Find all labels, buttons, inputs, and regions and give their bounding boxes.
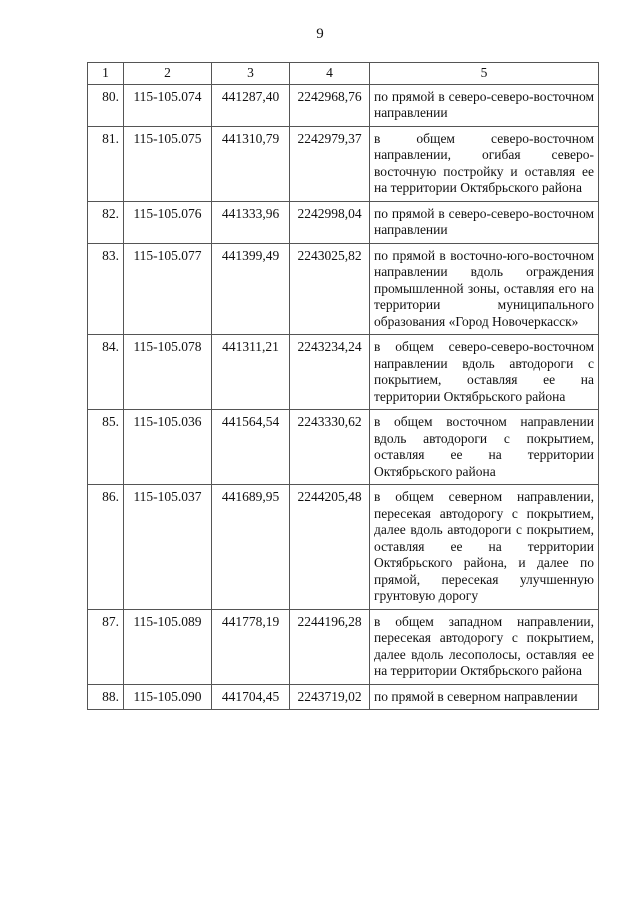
table-row <box>88 684 599 710</box>
page-number: 9 <box>316 26 324 42</box>
table-row <box>88 126 599 201</box>
point-code-cell: 115-105.089 <box>124 609 212 684</box>
description-cell: по прямой в северо-северо-восточном направлении <box>370 84 599 126</box>
description-cell: по прямой в восточно-юго-восточном направлении вдоль ограждения промышленной зоны, оставляя его на территории муниципального образования «Город Новочеркасск» <box>370 243 599 335</box>
description-cell: в общем восточном направлении вдоль автодороги с покрытием, оставляя ее на территории Октябрьского района <box>370 410 599 485</box>
description-cell: в общем северо-восточном направлении, огибая северо-восточную постройку и оставляя ее на территории Октябрьского района <box>370 126 599 201</box>
description-cell: по прямой в северном направлении <box>370 684 599 710</box>
y-coordinate-cell: 2244196,28 <box>290 609 370 684</box>
column-header-2: 2 <box>124 63 212 85</box>
table-header <box>88 63 599 85</box>
point-number-cell: 86. <box>88 485 124 610</box>
point-code-cell: 115-105.074 <box>124 84 212 126</box>
table-row <box>88 609 599 684</box>
x-coordinate-cell: 441564,54 <box>212 410 290 485</box>
x-coordinate-cell: 441704,45 <box>212 684 290 710</box>
x-coordinate-cell: 441689,95 <box>212 485 290 610</box>
y-coordinate-cell: 2243025,82 <box>290 243 370 335</box>
y-coordinate-cell: 2243330,62 <box>290 410 370 485</box>
x-coordinate-cell: 441287,40 <box>212 84 290 126</box>
description-cell: в общем западном направлении, пересекая автодорогу с покрытием, далее вдоль лесополосы, оставляя ее на территории Октябрьского района <box>370 609 599 684</box>
x-coordinate-cell: 441310,79 <box>212 126 290 201</box>
column-header-5: 5 <box>370 63 599 85</box>
point-number-cell: 87. <box>88 609 124 684</box>
column-header-4: 4 <box>290 63 370 85</box>
description-cell: по прямой в северо-северо-восточном направлении <box>370 201 599 243</box>
point-code-cell: 115-105.075 <box>124 126 212 201</box>
column-header-1: 1 <box>88 63 124 85</box>
y-coordinate-cell: 2243234,24 <box>290 335 370 410</box>
column-header-3: 3 <box>212 63 290 85</box>
point-code-cell: 115-105.078 <box>124 335 212 410</box>
y-coordinate-cell: 2242979,37 <box>290 126 370 201</box>
y-coordinate-cell: 2243719,02 <box>290 684 370 710</box>
point-code-cell: 115-105.036 <box>124 410 212 485</box>
point-number-cell: 84. <box>88 335 124 410</box>
table-row <box>88 410 599 485</box>
point-code-cell: 115-105.077 <box>124 243 212 335</box>
description-cell: в общем северо-северо-восточном направлении вдоль автодороги с покрытием, оставляя ее на территории Октябрьского района <box>370 335 599 410</box>
table-row <box>88 243 599 335</box>
table-row <box>88 335 599 410</box>
point-number-cell: 85. <box>88 410 124 485</box>
table-row <box>88 201 599 243</box>
y-coordinate-cell: 2242998,04 <box>290 201 370 243</box>
x-coordinate-cell: 441333,96 <box>212 201 290 243</box>
x-coordinate-cell: 441311,21 <box>212 335 290 410</box>
point-code-cell: 115-105.090 <box>124 684 212 710</box>
point-code-cell: 115-105.076 <box>124 201 212 243</box>
point-number-cell: 88. <box>88 684 124 710</box>
coordinates-table <box>87 62 599 710</box>
table-row <box>88 84 599 126</box>
point-number-cell: 82. <box>88 201 124 243</box>
x-coordinate-cell: 441399,49 <box>212 243 290 335</box>
x-coordinate-cell: 441778,19 <box>212 609 290 684</box>
y-coordinate-cell: 2244205,48 <box>290 485 370 610</box>
table-body <box>88 84 599 710</box>
description-cell: в общем северном направлении, пересекая автодорогу с покрытием, далее вдоль автодороги с покрытием, оставляя ее на территории Октябрьского района, и далее по прямой, пересекая улучшенную грунтовую дорогу <box>370 485 599 610</box>
y-coordinate-cell: 2242968,76 <box>290 84 370 126</box>
point-number-cell: 80. <box>88 84 124 126</box>
point-number-cell: 83. <box>88 243 124 335</box>
point-code-cell: 115-105.037 <box>124 485 212 610</box>
table-row <box>88 485 599 610</box>
point-number-cell: 81. <box>88 126 124 201</box>
header-row <box>88 63 599 85</box>
